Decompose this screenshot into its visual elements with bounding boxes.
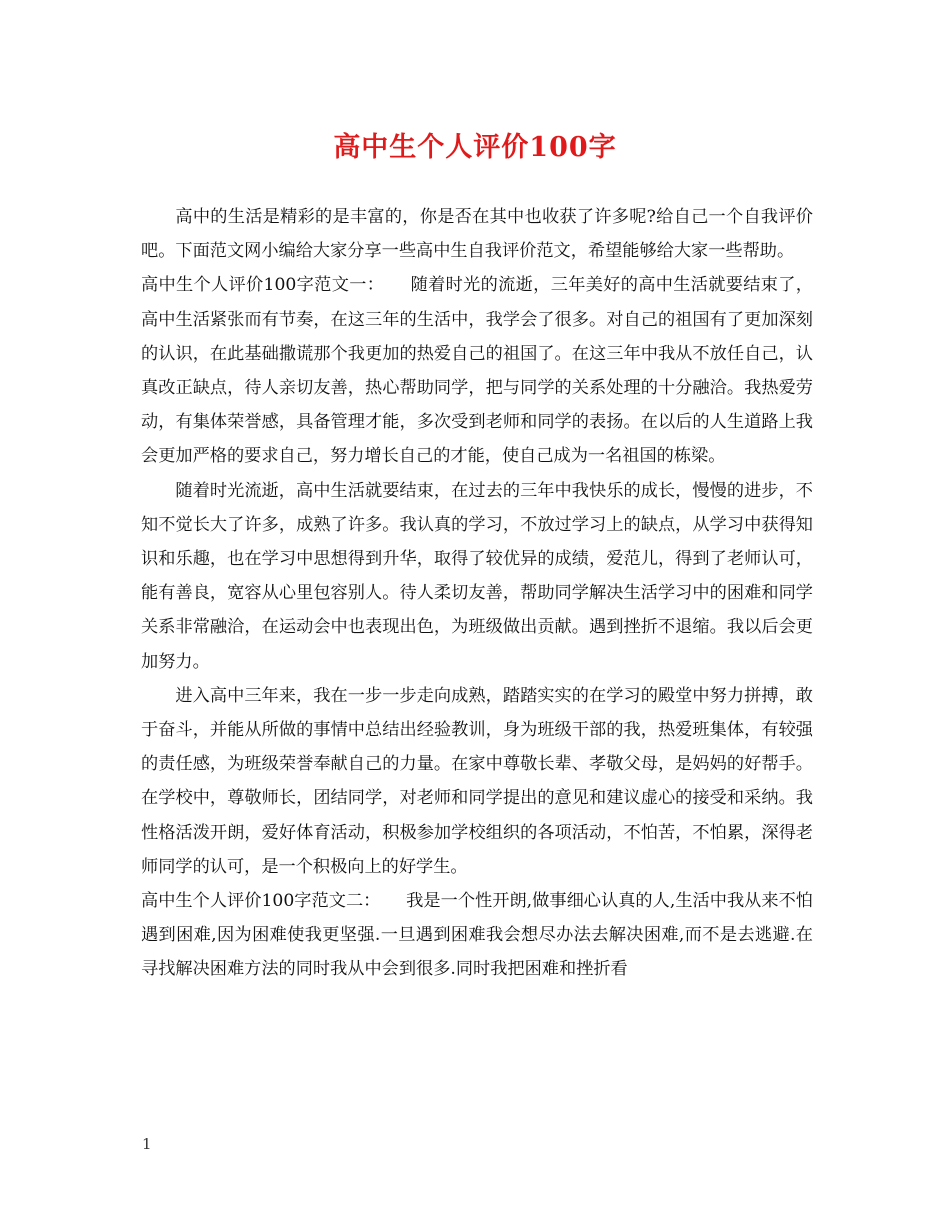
- paragraph-intro: 高中的生活是精彩的是丰富的，你是否在其中也收获了许多呢?给自己一个自我评价吧。下面范文网小编给大家分享一些高中生自我评价范文，希望能够给大家一些帮助。: [141, 207, 813, 262]
- paragraph-maturity: 进入高中三年来，我在一步一步走向成熟，踏踏实实的在学习的殿堂中努力拼搏，敢于奋斗，并能从所做的事情中总结出经验教训，身为班级干部的我，热爱班集体，有较强的责任感，为班级荣誉奉献自己的力量。在家中尊敬长辈、孝敬父母，是妈妈的好帮手。在学校中，尊敬师长，团结同学，对老师和同学提出的意见和建议虚心的接受和采纳。我性格活泼开朗，爱好体育活动，积极参加学校组织的各项活动，不怕苦，不怕累，深得老师同学的认可，是一个积极向上的好学生。: [141, 685, 813, 877]
- paragraph-growth: 随着时光流逝，高中生活就要结束，在过去的三年中我快乐的成长，慢慢的进步，不知不觉长大了许多，成熟了许多。我认真的学习，不放过学习上的缺点，从学习中获得知识和乐趣，也在学习中思想得到升华，取得了较优异的成绩，爱范儿，得到了老师认可，能有善良，宽容从心里包容别人。待人柔切友善，帮助同学解决生活学习中的困难和同学关系非常融洽，在运动会中也表现出色，为班级做出贡献。遇到挫折不退缩。我以后会更加努力。: [141, 480, 813, 672]
- paragraph-sample-one: 高中生个人评价100字范文一： 随着时光的流逝，三年美好的高中生活就要结束了，高中生活紧张而有节奏，在这三年的生活中，我学会了很多。对自己的祖国有了更加深刻的认识，在此基础撒谎那个我更加的热爱自己的祖国了。在这三年中我从不放任自己，认真改正缺点，待人亲切友善，热心帮助同学，把与同学的关系处理的十分融洽。我热爱劳动，有集体荣誉感，具备管理才能，多次受到老师和同学的表扬。在以后的人生道路上我会更加严格的要求自己，努力增长自己的才能，使自己成为一名祖国的栋梁。: [141, 275, 813, 467]
- body-text: [141, 200, 813, 987]
- page-title: 高中生个人评价100字: [333, 132, 617, 163]
- page-number: 1: [142, 1135, 152, 1153]
- paragraph-sample-two: 高中生个人评价100字范文二： 我是一个性开朗,做事细心认真的人,生活中我从来不怕遇到困难,因为困难使我更坚强.一旦遇到困难我会想尽办法去解决困难,而不是去逃避.在寻找解决困难方法的同时我从中会到很多.同时我把困难和挫折看: [141, 891, 813, 980]
